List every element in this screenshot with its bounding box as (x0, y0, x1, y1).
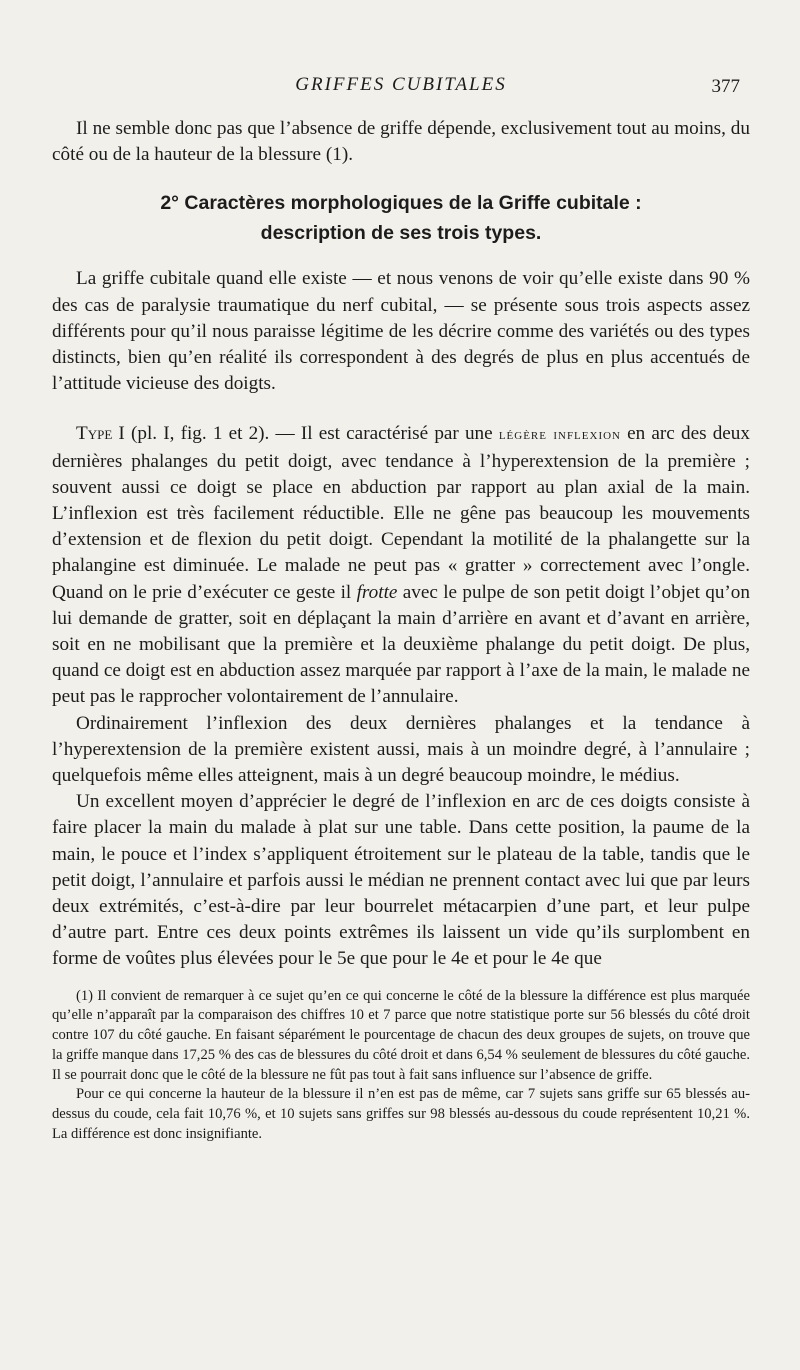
paragraph-griffe-aspects: La griffe cubitale quand elle existe — et nous venons de voir qu’elle existe dans 90 % des cas de paralysie traumatique du nerf cubital, — se présente sous trois aspects assez différents pour qu’il nous paraisse légitime de les décrire comme des variétés ou des types distincts, bien qu’en réalité ils correspondent à des degrés de plus en plus accentués de l’attitude vicieuse des doigts. (52, 268, 750, 395)
type-1-label: Type I (76, 423, 125, 445)
footnote-1: (1) Il convient de remarquer à ce sujet qu’en ce qui concerne le côté de la blessure la différence est plus marquée qu’elle n’apparaît par la comparaison des chiffres 10 et 7 parce que notre statistique porte sur 56 blessés du côté droit contre 107 du côté gauche. En faisant séparément le pourcentage de chacun des deux groupes de sujets, on trouve que la griffe manque dans 17,25 % des cas de blessures du côté droit et dans 6,54 % seulement de blessures du côté gauche. Il se pourrait donc que le côté de la blessure ne fût pas tout à fait sans influence sur l’absence de griffe. (52, 987, 750, 1083)
paragraph-gap (52, 397, 750, 421)
type-1-emphasis: légère inflexion (498, 426, 621, 444)
section-title-line-1: 2° Caractères morphologiques de la Griffe cubitale : (160, 192, 642, 215)
running-head (52, 70, 750, 100)
running-head-title: GRIFFES CUBITALES (295, 74, 507, 95)
type-1-text-b: avec le pulpe de son petit doigt l’objet qu’on lui demande de gratter, soit en déplaçant la main d’arrière en avant et d’avant en arrière, soit en ne mobilisant que la première et la deuxième phalange du petit doigt. De plus, quand ce doigt est en abduction assez marquée par rapport à l’axe de la main, le malade ne peut pas le rapprocher volontairement de l’annulaire. (52, 581, 750, 708)
footnotes (52, 987, 750, 1145)
section-title (52, 188, 750, 248)
paragraph-intro: Il ne semble donc pas que l’absence de griffe dépende, exclusivement tout au moins, du côté ou de la hauteur de la blessure (1). (52, 118, 750, 166)
footnote-2: Pour ce qui concerne la hauteur de la blessure il n’en est pas de même, car 7 sujets sans griffe sur 65 blessés au-dessus du coude, cela fait 10,76 %, et 10 sujets sans griffes sur 98 blessés au-dessous du coude représentent 10,21 %. La différence est donc insignifiante. (52, 1086, 750, 1142)
type-1-italic-word: frotte (356, 581, 398, 603)
section-title-line-2: description de ses trois types. (260, 222, 542, 245)
page-number: 377 (711, 76, 740, 97)
page (52, 70, 750, 1144)
paragraph-ordinairement: Ordinairement l’inflexion des deux dernières phalanges et la tendance à l’hyperextension de la première existent aussi, mais à un moindre degré, à l’annulaire ; quelquefois même elles atteignent, mais à un degré beaucoup moindre, le médius. (52, 712, 750, 787)
type-1-ref: (pl. I, fig. 1 et 2). — Il est caractérisé par une (124, 423, 499, 445)
type-1-text-a: en arc des deux dernières phalanges du petit doigt, avec tendance à l’hyperextension de la première ; souvent aussi ce doigt se place en abduction par rapport au plan axial de la main. L’inflexion est très facilement réductible. Elle ne gêne pas beaucoup les mouvements d’extension et de flexion du petit doigt. Cependant la motilité de la phalangette sur la phalangine est diminuée. Le malade ne peut pas « gratter » correctement avec l’ongle. Quand on le prie d’exécuter ce geste il (52, 423, 750, 603)
paragraph-excellent-moyen: Un excellent moyen d’apprécier le degré de l’inflexion en arc de ces doigts consiste à faire placer la main du malade à plat sur une table. Dans cette position, la paume de la main, le pouce et l’index s’appliquent étroitement sur le plateau de la table, tandis que le petit doigt, l’annulaire et parfois aussi le médian ne prennent contact avec lui que par leurs deux extrémités, c’est-à-dire par leur bourrelet métacarpien d’une part, et leur pulpe d’autre part. Entre ces deux points extrêmes ils laissent un vide qu’ils surplombent en forme de voûtes plus élevées pour le 5e que pour le 4e et pour le 4e que (52, 791, 750, 970)
paragraph-type-1 (52, 421, 750, 710)
